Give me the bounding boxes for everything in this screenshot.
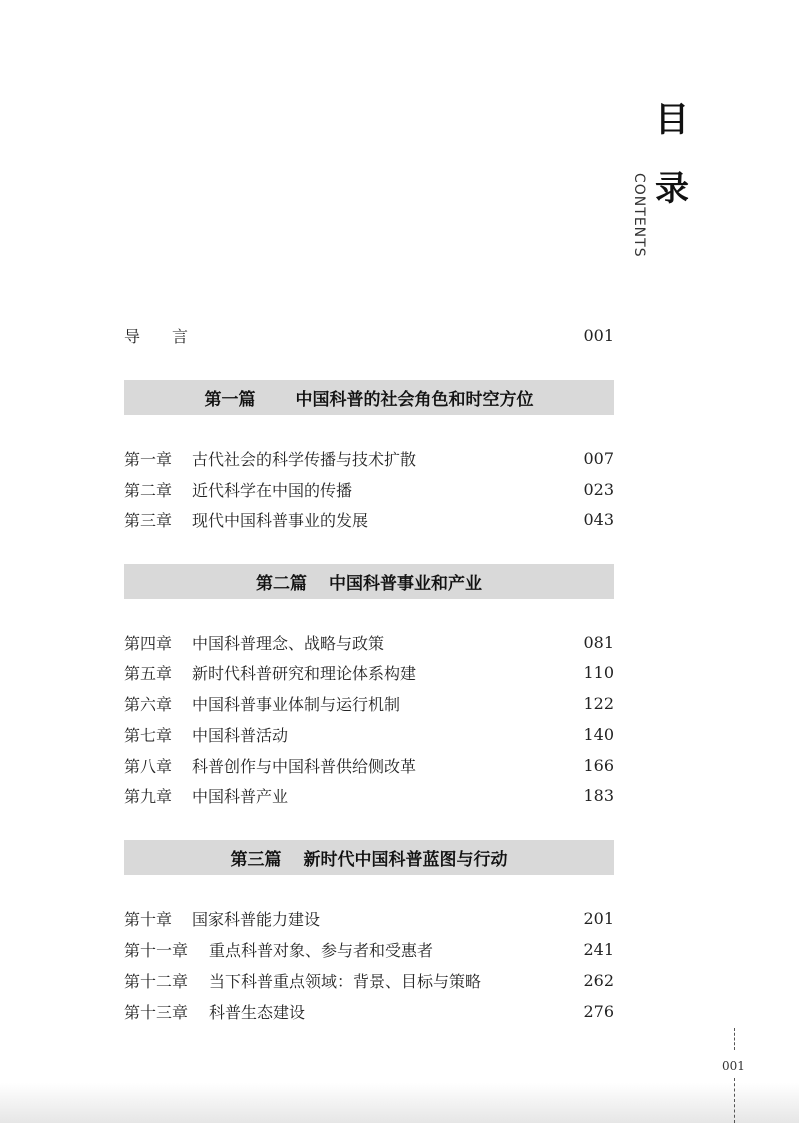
toc-chapter-row[interactable] (124, 691, 614, 715)
contents-subtitle: CONTENTS (631, 173, 647, 258)
page-number: 001 (722, 1059, 745, 1073)
chapter-page: 122 (583, 693, 614, 713)
toc-chapter-row[interactable] (124, 937, 614, 961)
chapter-title: 重点科普对象、参与者和受惠者 (209, 940, 434, 960)
toc-chapter-row[interactable] (124, 783, 614, 807)
chapter-page: 183 (583, 785, 614, 805)
chapter-page: 081 (583, 632, 614, 652)
part-header-2[interactable] (124, 564, 614, 599)
chapter-number: 第十二章 (124, 971, 189, 991)
chapter-number: 第九章 (124, 786, 173, 806)
chapter-number: 第四章 (124, 633, 173, 653)
toc-chapter-row[interactable] (124, 722, 614, 746)
toc-chapter-row[interactable] (124, 630, 614, 654)
chapter-page: 276 (583, 1001, 614, 1021)
toc-chapter-row[interactable] (124, 753, 614, 777)
chapter-title: 古代社会的科学传播与技术扩散 (192, 449, 417, 469)
chapter-number: 第十三章 (124, 1002, 189, 1022)
toc-chapter-row[interactable] (124, 660, 614, 684)
part-label: 第二篇 (256, 574, 307, 594)
toc-chapter-row[interactable] (124, 507, 614, 531)
chapter-title: 中国科普事业体制与运行机制 (192, 694, 401, 714)
chapter-number: 第一章 (124, 449, 173, 469)
part-title: 新时代中国科普蓝图与行动 (303, 850, 508, 870)
chapter-page: 166 (583, 755, 614, 775)
toc-chapter-row[interactable] (124, 999, 614, 1023)
folio-rule-bottom (734, 1078, 735, 1123)
chapter-page: 110 (583, 662, 614, 682)
chapter-number: 第三章 (124, 510, 173, 530)
chapter-number: 第六章 (124, 694, 173, 714)
chapter-title: 中国科普活动 (192, 725, 289, 745)
chapter-number: 第十一章 (124, 940, 189, 960)
toc-chapter-row[interactable] (124, 906, 614, 930)
chapter-page: 007 (583, 448, 614, 468)
chapter-title: 当下科普重点领域：背景、目标与策略 (209, 971, 482, 991)
page-bottom-shade (0, 1083, 799, 1123)
chapter-title: 国家科普能力建设 (192, 909, 321, 929)
toc-intro-row[interactable] (124, 323, 614, 347)
chapter-page: 241 (583, 939, 614, 959)
toc-chapter-row[interactable] (124, 477, 614, 501)
toc-intro-label: 导 言 (124, 326, 189, 346)
chapter-number: 第五章 (124, 663, 173, 683)
toc-intro-page: 001 (583, 325, 614, 345)
chapter-title: 科普生态建设 (209, 1002, 306, 1022)
chapter-page: 140 (583, 724, 614, 744)
chapter-number: 第十章 (124, 909, 173, 929)
chapter-title: 中国科普理念、战略与政策 (192, 633, 385, 653)
part-title: 中国科普事业和产业 (329, 574, 482, 594)
chapter-number: 第八章 (124, 756, 173, 776)
folio-rule-top (734, 1028, 735, 1050)
toc-chapter-row[interactable] (124, 446, 614, 470)
title-char-mu: 目 (655, 100, 689, 140)
chapter-title: 中国科普产业 (192, 786, 289, 806)
chapter-page: 043 (583, 509, 614, 529)
chapter-page: 023 (583, 479, 614, 499)
chapter-page: 262 (583, 970, 614, 990)
part-header-1[interactable] (124, 380, 614, 415)
chapter-title: 新时代科普研究和理论体系构建 (192, 663, 417, 683)
part-label: 第三篇 (230, 850, 282, 870)
chapter-title: 科普创作与中国科普供给侧改革 (192, 756, 417, 776)
part-title: 中国科普的社会角色和时空方位 (295, 390, 534, 410)
chapter-title: 近代科学在中国的传播 (192, 480, 353, 500)
chapter-page: 201 (583, 908, 614, 928)
toc-chapter-row[interactable] (124, 968, 614, 992)
part-label: 第一篇 (204, 390, 256, 410)
part-header-3[interactable] (124, 840, 614, 875)
chapter-title: 现代中国科普事业的发展 (192, 510, 369, 530)
title-char-lu: 录 (655, 169, 689, 209)
chapter-number: 第二章 (124, 480, 173, 500)
chapter-number: 第七章 (124, 725, 173, 745)
